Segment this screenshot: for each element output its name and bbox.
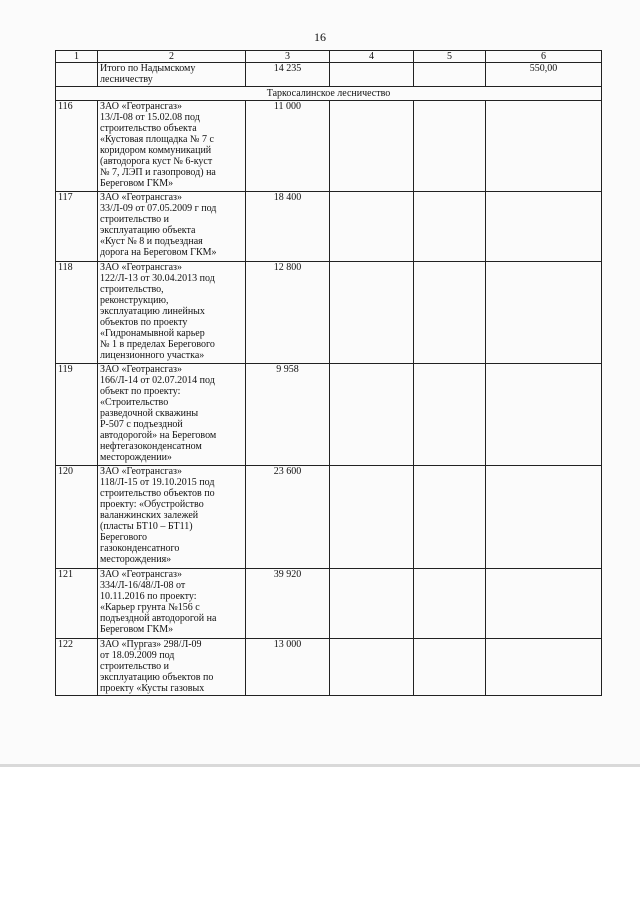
row-col5 xyxy=(414,262,486,364)
row-description: ЗАО «Геотрансгаз» 33/Л-09 от 07.05.2009 г под строительство и эксплуатацию объекта «Куст № 8 и подъездная дорога на Береговом ГКМ» xyxy=(98,192,246,262)
section-row xyxy=(56,87,602,101)
total-label: Итого по Надымскому лесничеству xyxy=(98,63,246,87)
row-col6 xyxy=(486,262,602,364)
table-row xyxy=(56,192,602,262)
row-col3: 39 920 xyxy=(246,569,330,639)
row-col3: 12 800 xyxy=(246,262,330,364)
row-col4 xyxy=(330,101,414,192)
row-col4 xyxy=(330,364,414,466)
total-col3: 14 235 xyxy=(246,63,330,87)
row-description: ЗАО «Геотрансгаз» 122/Л-13 от 30.04.2013 под строительство, реконструкцию, эксплуатацию линейных объектов по проекту «Гидронамывной карьер № 1 в пределах Берегового лицензионного участка» xyxy=(98,262,246,364)
row-col5 xyxy=(414,101,486,192)
row-description: ЗАО «Геотрансгаз» 118/Л-15 от 19.10.2015 под строительство объектов по проекту: «Обустройство валанжинских залежей (пласты БТ10 – БТ11) Берегового газоконденсатного месторождения» xyxy=(98,466,246,569)
row-number: 119 xyxy=(56,364,98,466)
section-title: Таркосалинское лесничество xyxy=(56,87,602,101)
row-col3: 9 958 xyxy=(246,364,330,466)
row-number: 121 xyxy=(56,569,98,639)
total-num-cell xyxy=(56,63,98,87)
row-number: 117 xyxy=(56,192,98,262)
total-col4 xyxy=(330,63,414,87)
forestry-table xyxy=(55,50,602,696)
row-col4 xyxy=(330,639,414,696)
table-row xyxy=(56,101,602,192)
row-number: 122 xyxy=(56,639,98,696)
row-col3: 11 000 xyxy=(246,101,330,192)
row-number: 118 xyxy=(56,262,98,364)
row-description: ЗАО «Геотрансгаз» 13/Л-08 от 15.02.08 под строительство объекта «Кустовая площадка № 7 с коридором коммуникаций (автодорога куст № 6-куст № 7, ЛЭП и газопровод) на Береговом ГКМ» xyxy=(98,101,246,192)
header-row xyxy=(56,51,602,63)
row-description: ЗАО «Пургаз» 298/Л-09 от 18.09.2009 под строительство и эксплуатацию объектов по проекту «Кусты газовых xyxy=(98,639,246,696)
row-col6 xyxy=(486,569,602,639)
row-col3: 23 600 xyxy=(246,466,330,569)
row-number: 116 xyxy=(56,101,98,192)
row-description: ЗАО «Геотрансгаз» 334/Л-16/48/Л-08 от 10.11.2016 по проекту: «Карьер грунта №156 с подъездной автодорогой на Береговом ГКМ» xyxy=(98,569,246,639)
row-col6 xyxy=(486,192,602,262)
row-col6 xyxy=(486,639,602,696)
header-cell: 1 xyxy=(56,51,98,63)
header-cell: 4 xyxy=(330,51,414,63)
row-col5 xyxy=(414,192,486,262)
header-cell: 5 xyxy=(414,51,486,63)
total-col6: 550,00 xyxy=(486,63,602,87)
table-row xyxy=(56,639,602,696)
row-col6 xyxy=(486,101,602,192)
page-number: 16 xyxy=(314,30,326,44)
row-col5 xyxy=(414,364,486,466)
table-row xyxy=(56,262,602,364)
table-row xyxy=(56,466,602,569)
table-row xyxy=(56,569,602,639)
row-col3: 13 000 xyxy=(246,639,330,696)
row-col5 xyxy=(414,466,486,569)
row-col4 xyxy=(330,262,414,364)
row-col5 xyxy=(414,569,486,639)
row-col6 xyxy=(486,466,602,569)
header-cell: 2 xyxy=(98,51,246,63)
row-col5 xyxy=(414,639,486,696)
row-col4 xyxy=(330,192,414,262)
row-col3: 18 400 xyxy=(246,192,330,262)
row-description: ЗАО «Геотрансгаз» 166/Л-14 от 02.07.2014 под объект по проекту: «Строительство разведочной скважины Р-507 с подъездной автодорогой» на Береговом нефтегазоконденсатном месторождении» xyxy=(98,364,246,466)
row-number: 120 xyxy=(56,466,98,569)
row-col6 xyxy=(486,364,602,466)
header-cell: 6 xyxy=(486,51,602,63)
page-edge xyxy=(0,764,640,767)
total-col5 xyxy=(414,63,486,87)
header-cell: 3 xyxy=(246,51,330,63)
table-row xyxy=(56,364,602,466)
total-row xyxy=(56,63,602,87)
row-col4 xyxy=(330,569,414,639)
row-col4 xyxy=(330,466,414,569)
